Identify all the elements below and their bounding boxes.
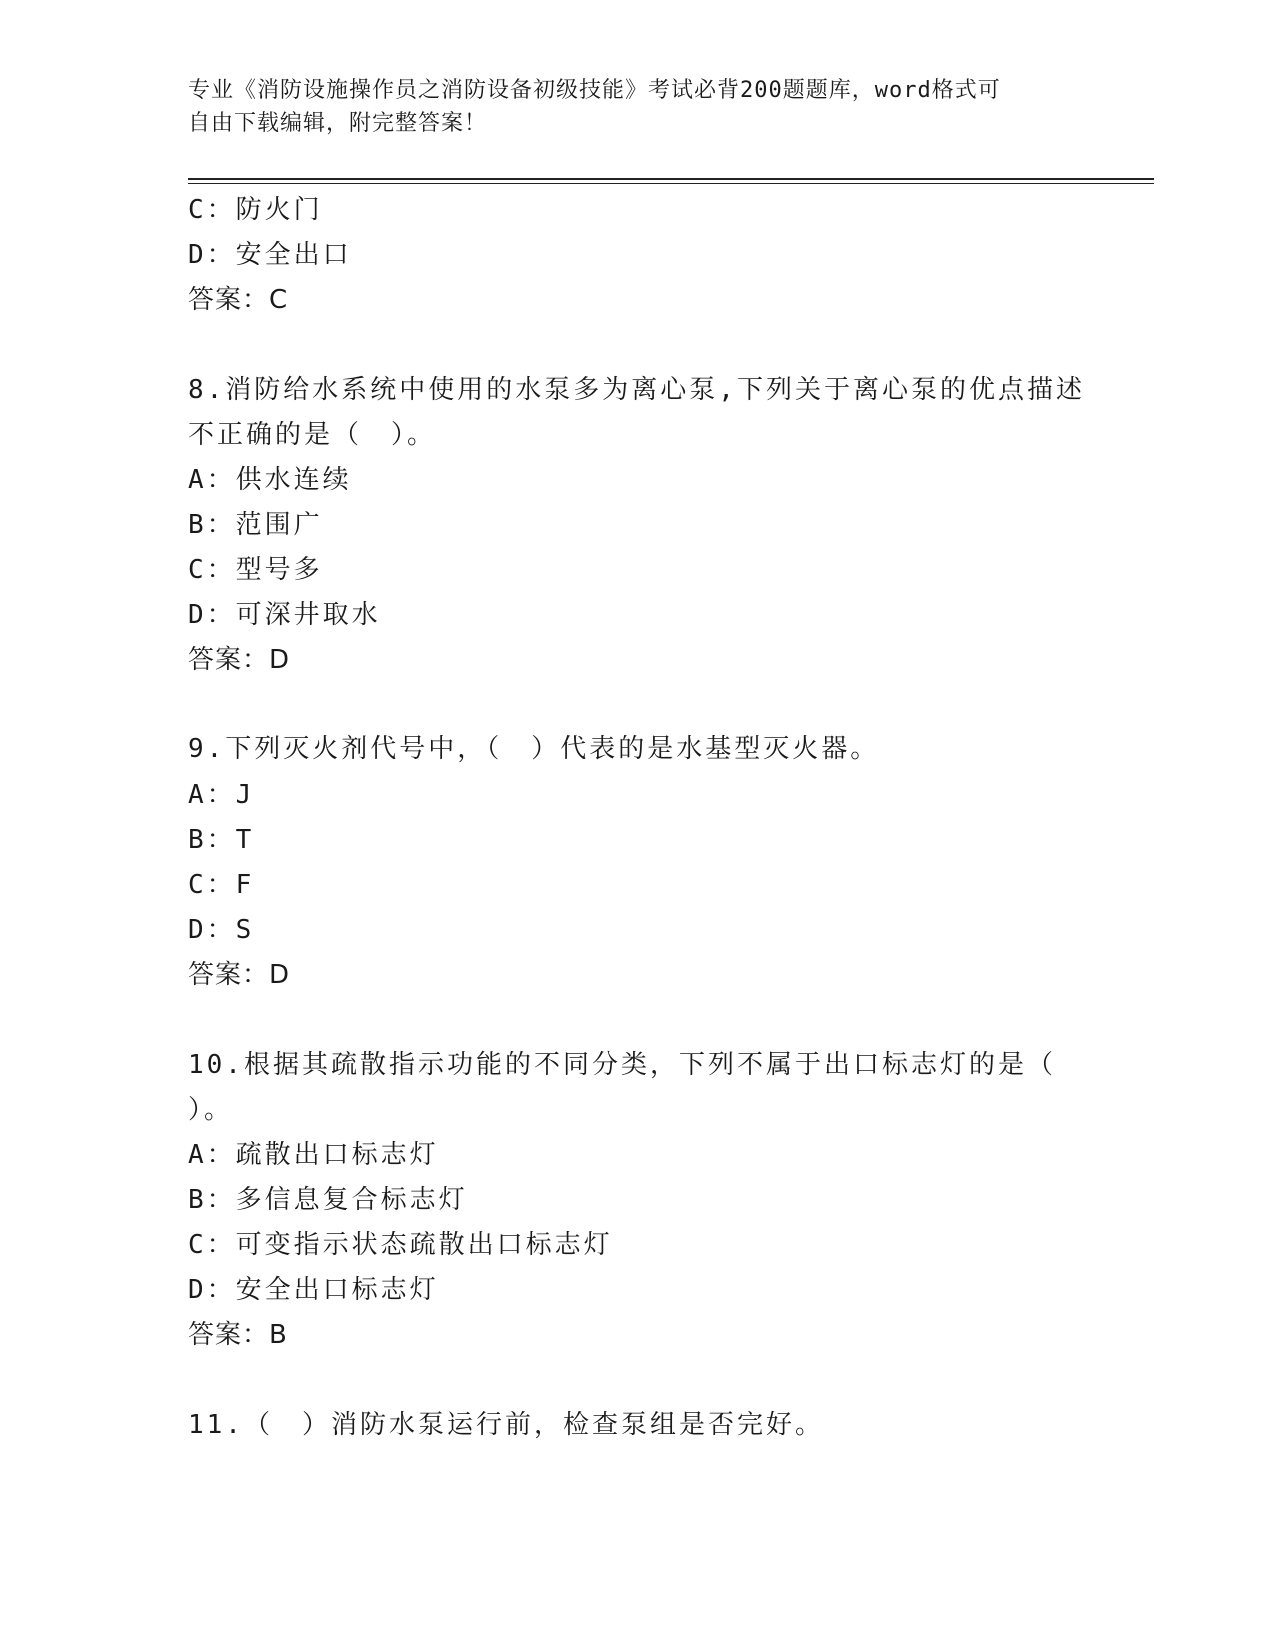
q8-stem-line-1: 8.消防给水系统中使用的水泵多为离心泵,下列关于离心泵的优点描述	[188, 375, 1085, 405]
q8-option-b: B：范围广	[188, 510, 323, 540]
q9-stem-line-1: 9.下列灭火剂代号中，（ ）代表的是水基型灭火器。	[188, 734, 880, 764]
q10-option-a: A：疏散出口标志灯	[188, 1140, 439, 1170]
q8-answer: 答案：D	[188, 645, 291, 675]
q9-option-c: C：F	[188, 870, 255, 900]
q8-option-d: D：可深井取水	[188, 600, 381, 630]
header-line-2: 自由下载编辑，附完整答案！	[188, 111, 488, 136]
q9-answer: 答案：D	[188, 960, 291, 990]
header-rule-thick	[188, 178, 1154, 180]
q8-stem-line-2: 不正确的是（ ）。	[188, 420, 437, 450]
q8-option-a: A：供水连续	[188, 465, 352, 495]
q10-stem-line-1: 10.根据其疏散指示功能的不同分类，下列不属于出口标志灯的是（	[188, 1050, 1056, 1080]
q9-option-a: A：J	[188, 780, 255, 810]
q10-option-d: D：安全出口标志灯	[188, 1275, 439, 1305]
q8-option-c: C：型号多	[188, 555, 323, 585]
q10-answer: 答案：B	[188, 1320, 288, 1350]
q10-option-c: C：可变指示状态疏散出口标志灯	[188, 1230, 613, 1260]
q7-answer: 答案：C	[188, 285, 289, 315]
q9-option-d: D：S	[188, 915, 255, 945]
q10-stem-line-2: ）。	[188, 1095, 234, 1125]
q10-option-b: B：多信息复合标志灯	[188, 1185, 468, 1215]
q7-option-d: D：安全出口	[188, 240, 352, 270]
q7-option-c: C：防火门	[188, 195, 323, 225]
header-line-1: 专业《消防设施操作员之消防设备初级技能》考试必背200题题库，word格式可	[188, 78, 1001, 103]
header-rule-thin	[188, 183, 1154, 184]
document-header	[188, 74, 1088, 140]
q11-stem-line-1: 11.（ ）消防水泵运行前，检查泵组是否完好。	[188, 1410, 824, 1440]
q9-option-b: B：T	[188, 825, 255, 855]
